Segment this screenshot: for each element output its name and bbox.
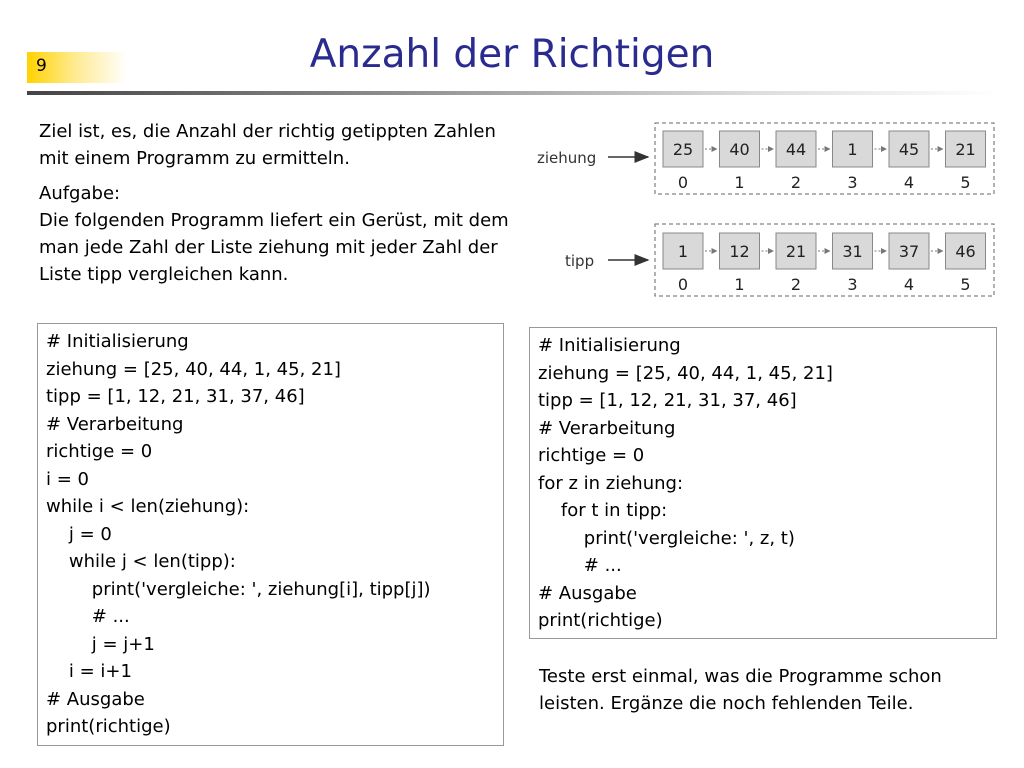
code-left-line: tipp = [1, 12, 21, 31, 37, 46] [46,386,305,407]
tipp-cell-value: 37 [898,242,920,261]
ziehung-index-label: 1 [734,173,745,192]
tipp-cell-value: 12 [729,242,750,261]
code-for-loops [529,327,997,639]
slide-title: Anzahl der Richtigen [309,32,715,77]
task-heading: Aufgabe: [39,183,121,204]
ziehung-cell-value: 1 [847,140,858,159]
code-left-line: print(richtige) [46,716,171,737]
code-right-line: print('vergleiche: ', z, t) [538,527,795,549]
ziehung-index-label: 5 [960,173,971,192]
tipp-cell-value: 1 [677,242,689,261]
tipp-index-label: 4 [903,275,915,294]
code-left-line: richtige = 0 [46,441,153,462]
code-left-line: # Verarbeitung [46,413,184,435]
tipp-cell-value: 31 [842,242,863,261]
instruction-note: Teste erst einmal, was die Programme schon leisten. Ergänze die noch fehlenden Teile. [539,666,942,714]
tipp-index-label: 1 [734,275,745,294]
ziehung-cell-value: 45 [898,140,920,159]
list-diagram [0,0,1024,330]
code-right-line: print(richtige) [538,610,663,631]
tipp-list-frame [655,224,994,296]
code-right-line: richtige = 0 [538,445,645,466]
ziehung-index-label: 3 [847,173,858,192]
code-right-line: tipp = [1, 12, 21, 31, 37, 46] [538,390,797,411]
tipp-index-label: 2 [790,275,802,294]
ziehung-index-label: 0 [677,173,689,192]
code-left-line: # Ausgabe [46,688,145,710]
code-left-line: j = 0 [46,523,112,545]
tipp-list-diagram [565,224,994,296]
code-right-line: # Ausgabe [538,582,637,604]
code-left-line: print('vergleiche: ', ziehung[i], tipp[j]) [46,578,431,600]
ziehung-index-label: 2 [790,173,802,192]
code-left-line: while j < len(tipp): [46,551,236,572]
ziehung-cell-value: 25 [672,140,694,159]
code-right-line: ziehung = [25, 40, 44, 1, 45, 21] [538,362,833,384]
tipp-cell-value: 21 [785,242,807,261]
code-right-line: for z in ziehung: [538,472,684,494]
ziehung-cell-value: 40 [729,140,750,159]
tipp-cell-value: 46 [955,242,976,261]
code-left-line: i = i+1 [46,661,132,682]
ziehung-list-frame [655,123,994,194]
task-description: Die folgenden Programm liefert ein Gerüst, mit dem man jede Zahl der Liste ziehung mit jeder Zahl der Liste tipp vergleichen kann. [39,210,509,285]
tipp-index-label: 3 [847,275,858,294]
code-right-line: # Verarbeitung [538,417,676,439]
ziehung-label: ziehung [537,149,597,167]
tipp-index-label: 5 [960,275,971,294]
code-left-line: while i < len(ziehung): [46,496,250,517]
ziehung-cell-value: 21 [955,140,976,159]
code-left-line: # ... [46,606,130,627]
code-left-line: j = j+1 [46,633,155,655]
slide-number: 9 [36,56,47,76]
code-left-line: i = 0 [46,468,89,490]
ziehung-index-label: 4 [903,173,915,192]
code-while-loops [37,323,504,746]
tipp-index-label: 0 [677,275,689,294]
code-right-line: for t in tipp: [538,500,668,521]
intro-paragraph-goal: Ziel ist, es, die Anzahl der richtig getippten Zahlen mit einem Programm zu ermitteln. [39,121,496,169]
ziehung-cell-value: 44 [785,140,807,159]
code-right-line: # Initialisierung [538,335,681,356]
tipp-label: tipp [565,252,595,270]
ziehung-list-diagram [537,123,994,194]
code-right-line: # ... [538,555,622,576]
code-left-line: ziehung = [25, 40, 44, 1, 45, 21] [46,358,341,380]
code-left-line: # Initialisierung [46,331,189,352]
